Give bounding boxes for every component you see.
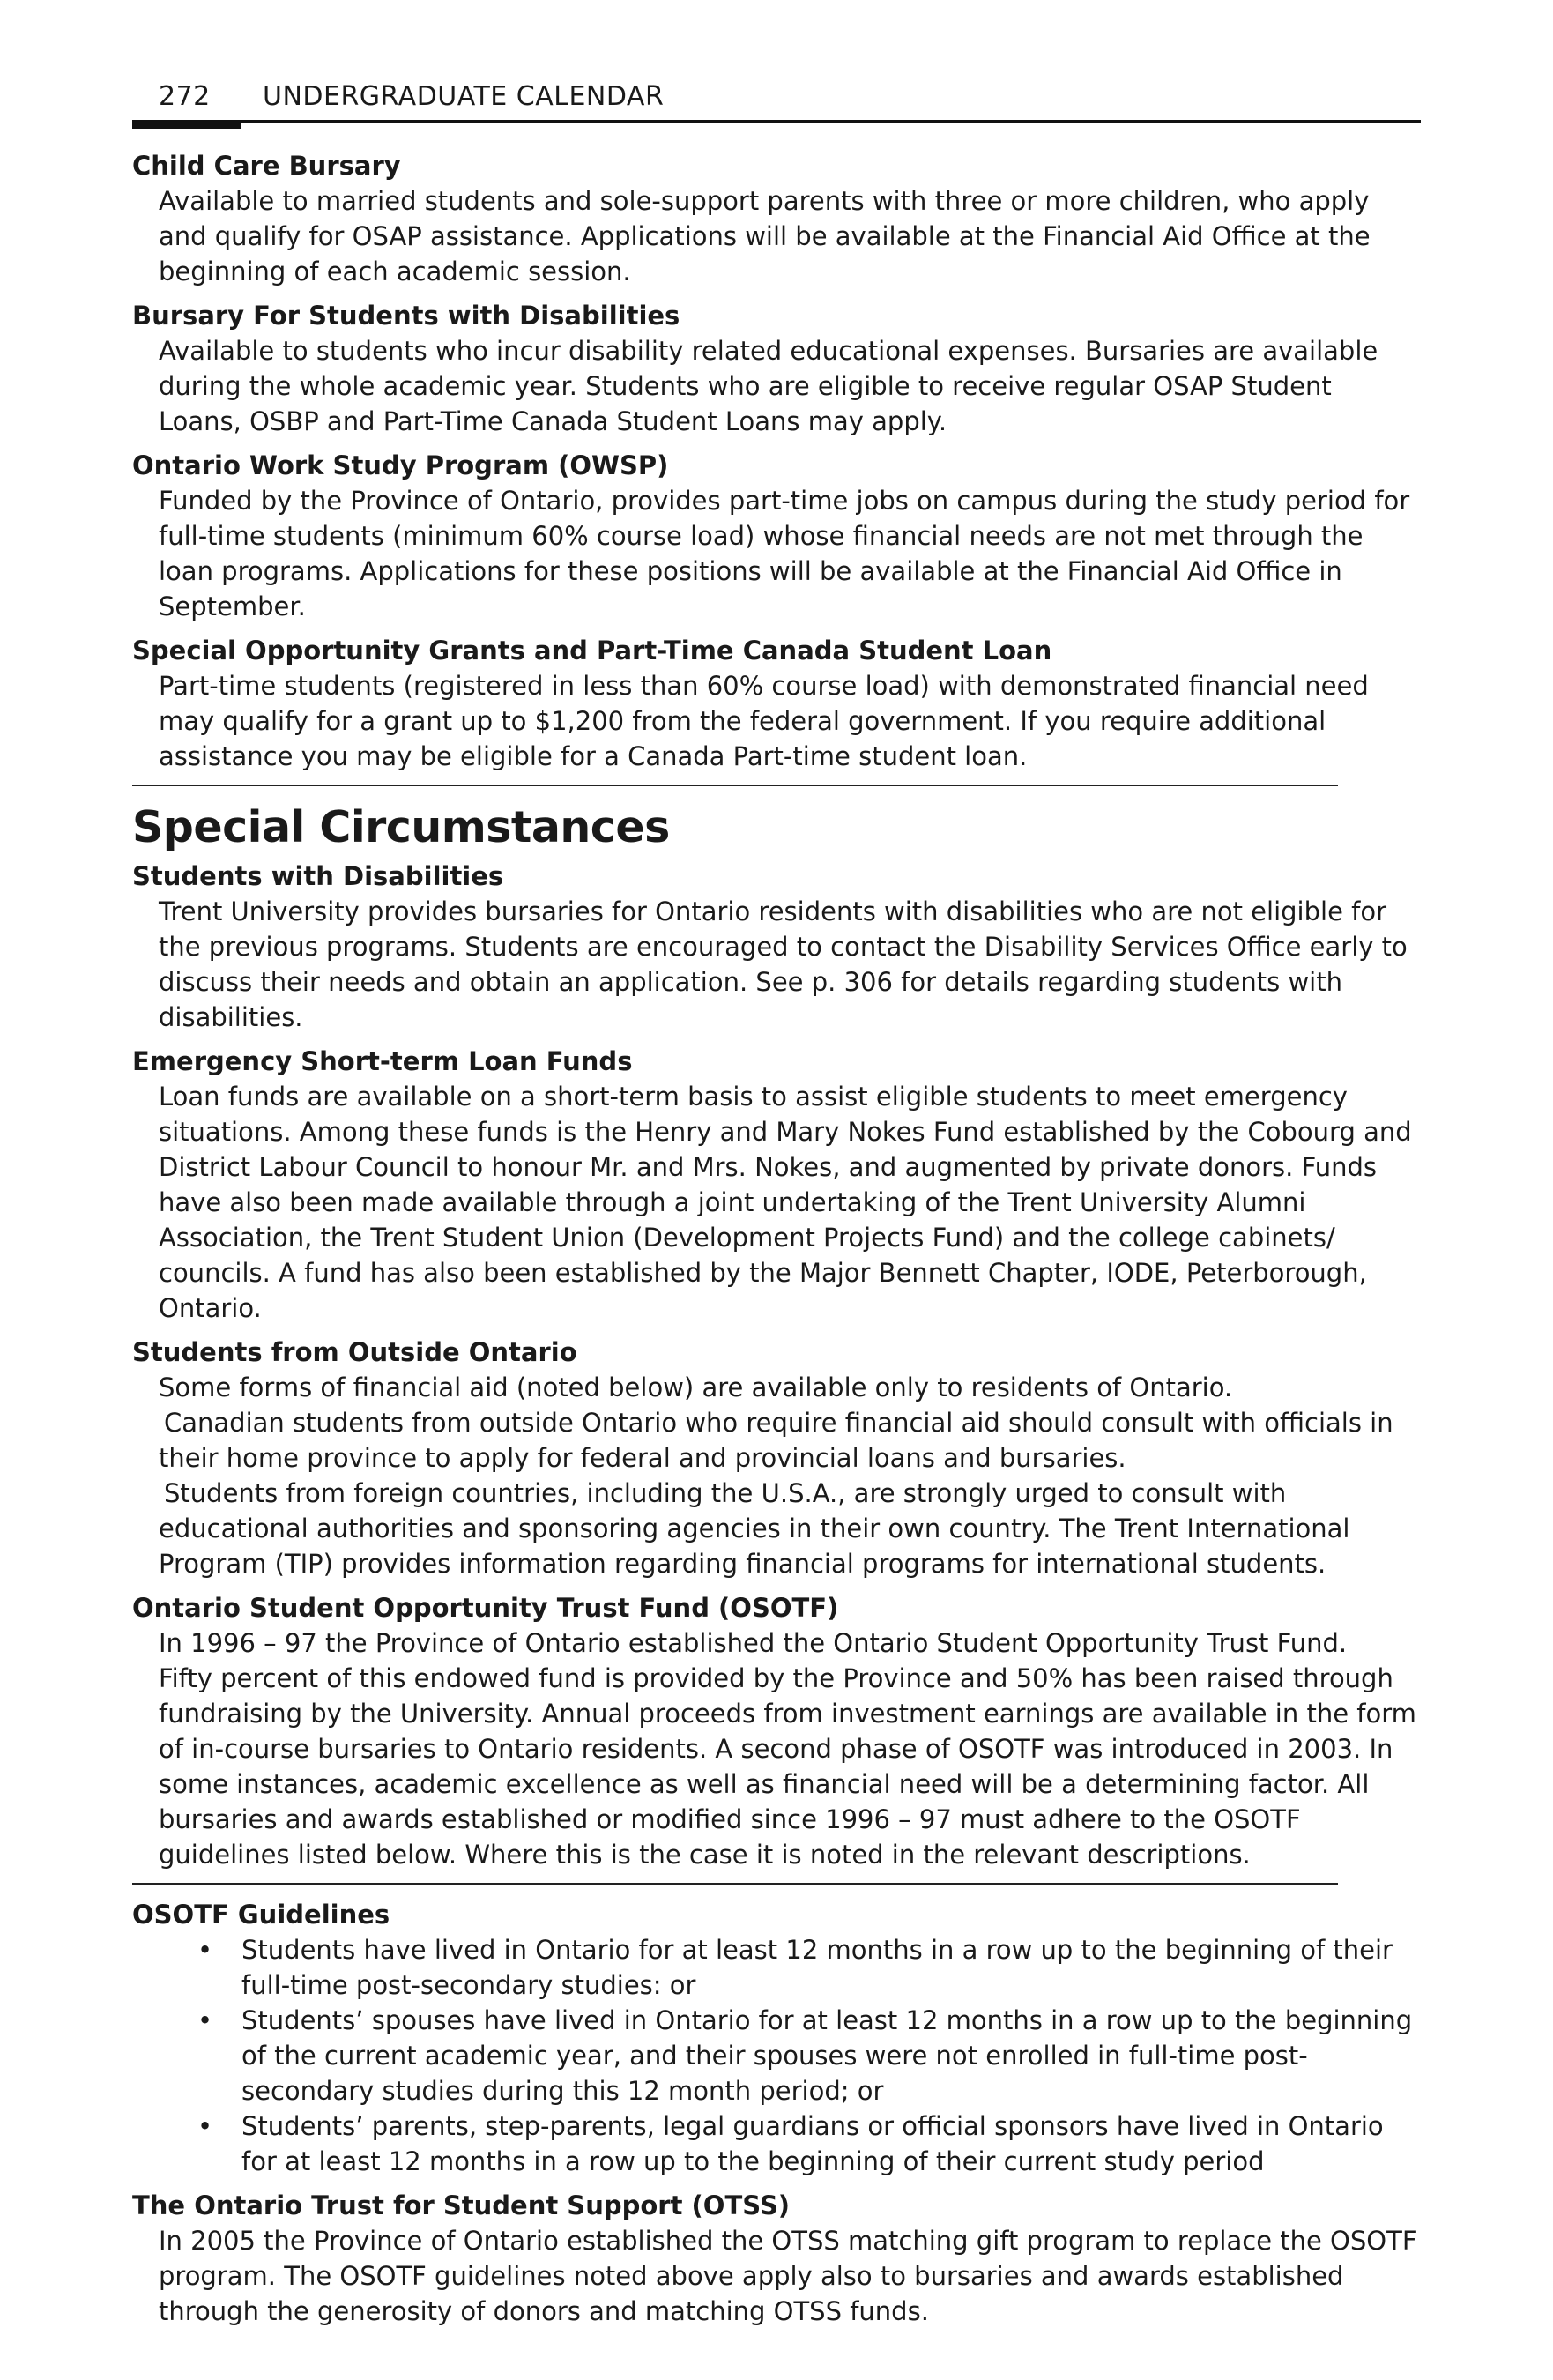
- bullet-icon: •: [197, 2005, 213, 2035]
- special-grants-heading: Special Opportunity Grants and Part-Time Canada Student Loan: [132, 636, 1052, 666]
- special-circumstances-title: Special Circumstances: [132, 802, 670, 852]
- list-item: [197, 2003, 1421, 2109]
- osotf-text-1: In 1996 – 97 the Province of Ontario established the Ontario Student Opportunity Trust Fund.: [159, 1628, 1348, 1658]
- outside-ontario-heading: Students from Outside Ontario: [132, 1337, 577, 1367]
- owsp-heading: Ontario Work Study Program (OWSP): [132, 450, 669, 480]
- calendar-page: [132, 81, 1421, 2329]
- outside-ontario-text-3: Students from foreign countries, including the U.S.A., are strongly urged to consult with educational authorities and sponsoring agencies in their own country. The Trent International Program (TIP) provides information regarding financial programs for international students.: [159, 1478, 1350, 1579]
- list-item-text: Students’ parents, step-parents, legal guardians or official sponsors have lived in Ontario for at least 12 months in a row up to the beginning of their current study period: [241, 2111, 1384, 2176]
- bullet-icon: •: [197, 2111, 213, 2141]
- child-care-bursary-text: Available to married students and sole-support parents with three or more children, who apply and qualify for OSAP assistance. Applications will be available at the Financial Aid Office at the beginning of each academic session.: [159, 186, 1371, 286]
- students-disabilities-text: Trent University provides bursaries for Ontario residents with disabilities who are not eligible for the previous programs. Students are encouraged to contact the Disability Services Office early to discuss their needs and obtain an application. See p. 306 for details regarding students with disabilities.: [159, 896, 1408, 1032]
- osotf-guidelines-list: [132, 1932, 1421, 2179]
- outside-ontario-text-1: Some forms of financial aid (noted below) are available only to residents of Ontario.: [159, 1372, 1233, 1402]
- emergency-loans-text: Loan funds are available on a short-term basis to assist eligible students to meet emergency situations. Among these funds is the Henry and Mary Nokes Fund established by the Cobourg and District Labour Council to honour Mr. and Mrs. Nokes, and augmented by private donors. Funds have also been made available through a joint undertaking of the Trent University Alumni Association, the Trent Student Union (Development Projects Fund) and the college cabinets/ councils. A fund has also been established by the Major Bennett Chapter, IODE, Peterborough, Ontario.: [159, 1082, 1412, 1323]
- child-care-bursary-heading: Child Care Bursary: [132, 151, 401, 181]
- page-number: 272: [159, 81, 211, 112]
- otss-heading: The Ontario Trust for Student Support (OTSS): [132, 2190, 790, 2220]
- running-title: UNDERGRADUATE CALENDAR: [263, 81, 665, 112]
- list-item: [197, 1932, 1421, 2003]
- list-item: [197, 2109, 1421, 2179]
- list-item-text: Students have lived in Ontario for at least 12 months in a row up to the beginning of their full-time post-secondary studies: or: [241, 1935, 1393, 2000]
- osotf-heading: Ontario Student Opportunity Trust Fund (OSOTF): [132, 1593, 839, 1623]
- outside-ontario-text-2: Canadian students from outside Ontario who require financial aid should consult with officials in their home province to apply for federal and provincial loans and bursaries.: [159, 1408, 1393, 1473]
- section-divider: [132, 785, 1338, 786]
- otss-text: In 2005 the Province of Ontario established the OTSS matching gift program to replace the OSOTF program. The OSOTF guidelines noted above apply also to bursaries and awards established through the generosity of donors and matching OTSS funds.: [159, 2226, 1417, 2326]
- owsp-text: Funded by the Province of Ontario, provides part-time jobs on campus during the study period for full-time students (minimum 60% course load) whose financial needs are not met through the loan programs. Applications for these positions will be available at the Financial Aid Office in September.: [159, 486, 1410, 621]
- page-content: [132, 148, 1421, 2329]
- osotf-text-2: Fifty percent of this endowed fund is provided by the Province and 50% has been raised through fundraising by the University. Annual proceeds from investment earnings are available in the form of in-course bursaries to Ontario residents. A second phase of OSOTF was introduced in 2003. In some instances, academic excellence as well as financial need will be a determining factor. All bursaries and awards established or modified since 1996 – 97 must adhere to the OSOTF guidelines listed below. Where this is the case it is noted in the relevant descriptions.: [159, 1663, 1416, 1870]
- bullet-icon: •: [197, 1935, 213, 1965]
- disabilities-bursary-text: Available to students who incur disability related educational expenses. Bursaries are available during the whole academic year. Students who are eligible to receive regular OSAP Student Loans, OSBP and Part-Time Canada Student Loans may apply.: [159, 336, 1378, 436]
- emergency-loans-heading: Emergency Short-term Loan Funds: [132, 1046, 633, 1076]
- disabilities-bursary-heading: Bursary For Students with Disabilities: [132, 301, 680, 331]
- students-disabilities-heading: Students with Disabilities: [132, 861, 504, 891]
- list-item-text: Students’ spouses have lived in Ontario for at least 12 months in a row up to the beginning of the current academic year, and their spouses were not enrolled in full-time post-secondary studies during this 12 month period; or: [241, 2005, 1413, 2106]
- running-header: [132, 81, 1421, 125]
- section-divider: [132, 1883, 1338, 1885]
- header-tab-bar: [132, 120, 241, 129]
- header-rule: [132, 120, 1421, 123]
- special-grants-text: Part-time students (registered in less than 60% course load) with demonstrated financial need may qualify for a grant up to $1,200 from the federal government. If you require additional assistance you may be eligible for a Canada Part-time student loan.: [159, 671, 1369, 771]
- osotf-guidelines-heading: OSOTF Guidelines: [132, 1900, 390, 1930]
